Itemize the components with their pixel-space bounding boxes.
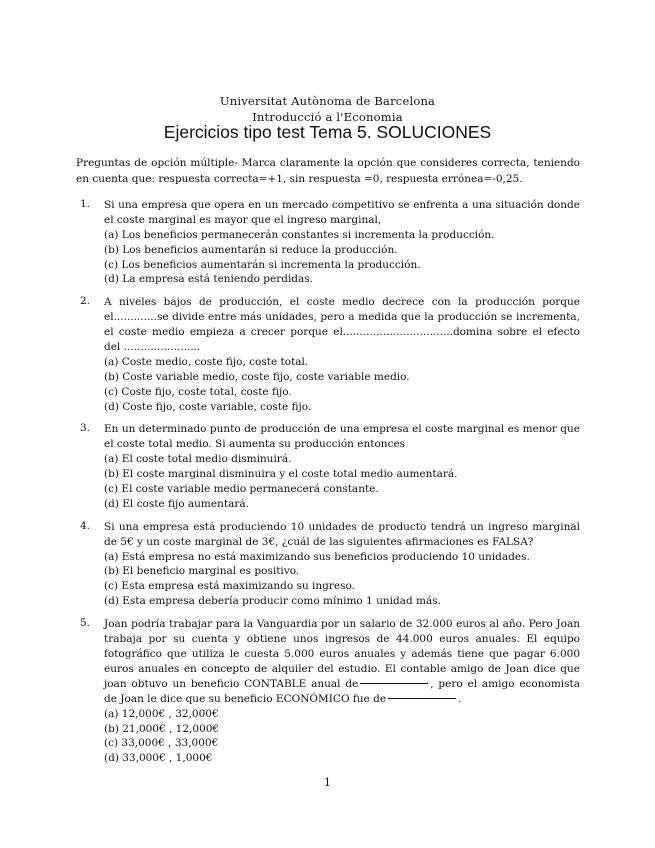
option-b: (b) Coste variable medio, coste fijo, coste variable medio.: [104, 370, 410, 383]
option-d: (d) Coste fijo, coste variable, coste fijo.: [104, 400, 312, 413]
option-list: [104, 228, 580, 287]
question-5: [76, 617, 580, 766]
page-number: 1: [324, 776, 331, 789]
course-name: Introducció a l'Economia: [252, 110, 403, 124]
question-text: [104, 617, 580, 707]
option-b: (b) Los beneficios aumentarán si reduce la producción.: [104, 243, 398, 256]
option-d: (d) 33,000€ , 1,000€: [104, 752, 213, 765]
option-c: (c) Coste fijo, coste total, coste fijo.: [104, 385, 292, 398]
question-text-part-1: Joan podría trabajar para la Vanguardia por un salario de 32.000 euros al año. Pero Joan trabaja por su cuenta y obtiene unos ingresos de 44.000 euros anuales. El equipo fotográfico que utiliza le cuesta 5.000 euros anuales y además tiene que pagar 6.000 euros anuales en concepto de alquiler del estudio. El contable amigo de Joan dice que joan obtuvo un beneficio CONTABLE anual de: [104, 617, 580, 690]
question-4: [76, 520, 580, 609]
question-list: [76, 198, 580, 774]
question-number: 1.: [80, 198, 91, 210]
option-b: (b) El coste marginal disminuira y el coste total medio aumentará.: [104, 468, 458, 481]
option-a: (a) 12,000€ , 32,000€: [104, 707, 219, 720]
question-2: [76, 295, 580, 414]
option-a: (a) Coste medio, coste fijo, coste total.: [104, 356, 309, 369]
question-1: [76, 198, 580, 287]
option-d: (d) La empresa está teniendo perdidas.: [104, 273, 314, 286]
answer-blank-contable: [360, 683, 428, 684]
university-name: Universitat Autònoma de Barcelona: [219, 94, 436, 108]
question-text: A niveles bajos de producción, el coste medio decrece con la producción porque el.............se divide entre más unidades, pero a medida que la producción se incrementa, el coste medio empieza a crecer porque el.................................domina sobre el efecto del .......................: [104, 296, 580, 354]
option-c: (c) El coste variable medio permanecerá constante.: [104, 482, 379, 495]
option-list: [104, 707, 580, 766]
question-text: Si una empresa que opera en un mercado competitivo se enfrenta a una situación donde el coste marginal es mayor que el ingreso marginal,: [104, 199, 580, 226]
option-b: (b) El beneficio marginal es positivo.: [104, 565, 300, 578]
option-a: (a) Los beneficios permanecerán constantes si incrementa la producción.: [104, 229, 495, 241]
option-b: (b) 21,000€ , 12,000€: [104, 722, 220, 735]
page-title: Ejercicios tipo test Tema 5. SOLUCIONES: [163, 122, 492, 142]
question-text: Si una empresa está produciendo 10 unidades de producto tendrá un ingreso marginal de 5€ y un coste marginal de 3€, ¿cuál de las siguientes afirmaciones es FALSA?: [104, 520, 580, 548]
question-text-part-3: .: [458, 692, 462, 705]
question-text-part-2: , pero el amigo economista de Joan le dice que su beneficio ECONÓMICO fue de: [104, 677, 581, 705]
question-text: En un determinado punto de producción de una empresa el coste marginal es menor que el coste total medio. Si aumenta su producción entonces: [104, 423, 580, 451]
instructions: Preguntas de opción múltiple- Marca claramente la opción que consideres correcta, teniendo en cuenta que: respuesta correcta=+1, sin respuesta =0, respuesta errónea=-0,25.: [76, 157, 580, 185]
question-3: [76, 422, 580, 511]
option-c: (c) 33,000€ , 33,000€: [104, 737, 219, 750]
option-a: (a) El coste total medio disminuirá.: [104, 453, 292, 466]
option-list: [104, 550, 580, 609]
question-number: 5.: [80, 616, 91, 629]
question-number: 4.: [80, 519, 91, 532]
option-list: [104, 452, 580, 511]
option-c: (c) Esta empresa está maximizando su ingreso.: [104, 580, 355, 593]
answer-blank-economico: [388, 698, 456, 699]
option-d: (d) Esta empresa debería producir como mínimo 1 unidad más.: [104, 594, 441, 607]
option-a: (a) Está empresa no está maximizando sus beneficios produciendo 10 unidades.: [104, 550, 530, 563]
option-d: (d) El coste fijo aumentará.: [104, 497, 249, 510]
option-c: (c) Los beneficios aumentarán si incrementa la producción.: [104, 258, 421, 271]
question-number: 2.: [80, 295, 91, 308]
question-number: 3.: [80, 422, 91, 435]
option-list: [104, 355, 580, 414]
